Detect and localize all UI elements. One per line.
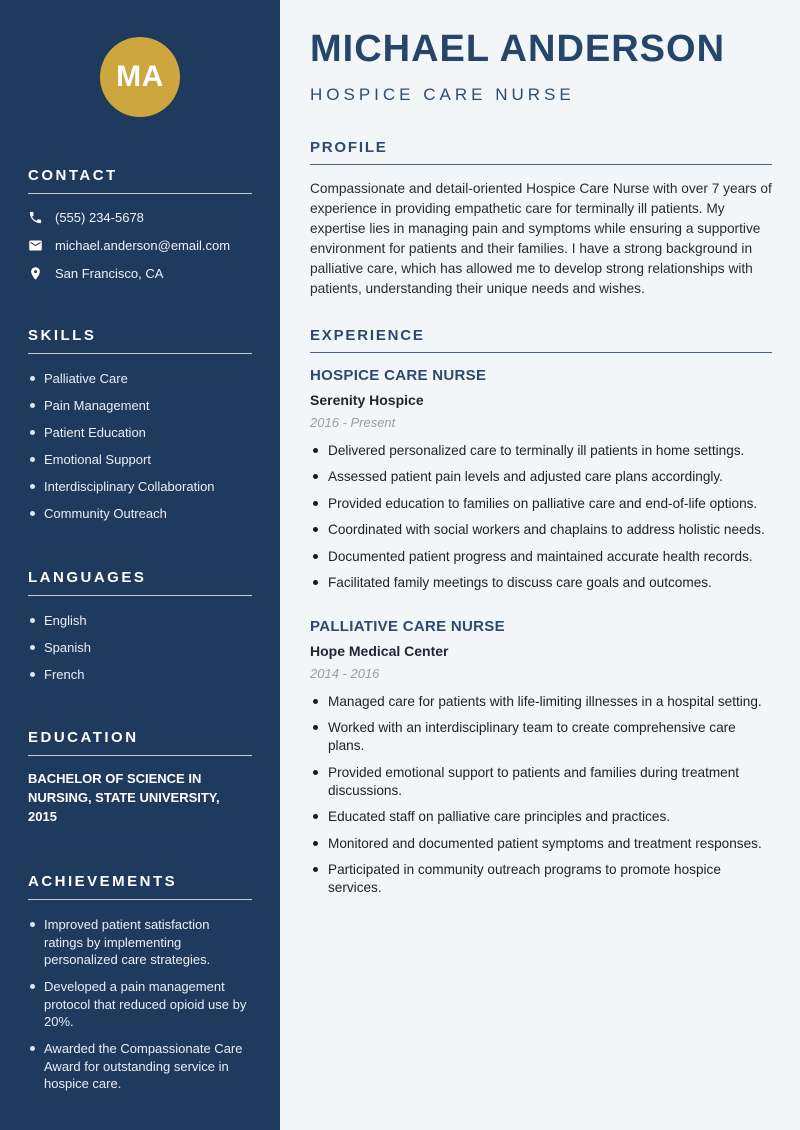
languages-section [28,569,252,684]
language-item: English [28,612,252,630]
skills-heading: SKILLS [28,327,97,344]
skill-item: Emotional Support [28,451,252,469]
job-dates: 2014 - 2016 [310,666,380,682]
job-bullet: Worked with an interdisciplinary team to create comprehensive care plans. [310,719,765,755]
job-bullet: Provided emotional support to patients and families during treatment discussions. [310,764,765,800]
skill-item: Interdisciplinary Collaboration [28,478,252,496]
job-company: Hope Medical Center [310,643,449,660]
profile-heading: PROFILE [310,138,388,156]
languages-divider [28,595,252,596]
education-heading: EDUCATION [28,729,139,747]
job-bullet: Facilitated family meetings to discuss care goals and outcomes. [310,574,765,592]
avatar-initials: MA [116,60,164,93]
job-bullet: Monitored and documented patient symptoms and treatment responses. [310,835,765,853]
language-item: Spanish [28,639,252,657]
contact-email-row [28,238,252,253]
profile-text: Compassionate and detail-oriented Hospice Care Nurse with over 7 years of experience in providing empathetic care for terminally ill patients. My expertise lies in managing pain and symptoms while ensuring a supportive environment for patients and their families. I have a strong background in palliative care, which has allowed me to develop strong relationships with patients, understanding their unique needs and wishes. [310,180,772,296]
achievements-heading: ACHIEVEMENTS [28,872,178,890]
contact-phone-text: (555) 234-5678 [55,210,144,225]
language-item: French [28,666,252,684]
achievement-item: Improved patient satisfaction ratings by implementing personalized care strategies. [28,916,252,969]
avatar [100,37,180,117]
achievements-section [28,873,252,1093]
languages-list [28,612,252,684]
skill-item: Pain Management [28,397,252,415]
job-bullet-list [310,442,772,592]
job-bullet: Delivered personalized care to terminally ill patients in home settings. [310,442,765,460]
job-bullet: Provided education to families on palliative care and end-of-life options. [310,495,765,513]
contact-section [28,167,252,281]
job-bullet: Assessed patient pain levels and adjusted care plans accordingly. [310,468,765,486]
achievement-item: Developed a pain management protocol that reduced opioid use by 20%. [28,978,252,1031]
job-title: PALLIATIVE CARE NURSE [310,618,505,636]
skills-section [28,327,252,523]
skills-divider [28,353,252,354]
contact-location-text: San Francisco, CA [55,266,164,281]
education-divider [28,755,252,756]
achievements-divider [28,899,252,900]
job-bullet-list [310,693,772,897]
contact-heading: CONTACT [28,167,118,184]
resume-sidebar [0,0,280,1130]
contact-divider [28,193,252,194]
skill-item: Palliative Care [28,370,252,388]
achievements-list [28,916,252,1093]
job-bullet: Educated staff on palliative care principles and practices. [310,808,765,826]
job-bullet: Documented patient progress and maintained accurate health records. [310,548,765,566]
email-icon [28,238,43,253]
location-icon [28,266,43,281]
contact-email-text: michael.anderson@email.com [55,238,231,253]
job-bullet: Coordinated with social workers and chaplains to address holistic needs. [310,521,765,539]
skills-list [28,370,252,523]
education-degree: BACHELOR OF SCIENCE IN NURSING, STATE UNIVERSITY, 2015 [28,771,220,825]
job-company: Serenity Hospice [310,391,424,408]
job-entry [310,618,772,897]
profile-divider [310,164,772,165]
achievement-item: Awarded the Compassionate Care Award for outstanding service in hospice care. [28,1040,252,1093]
job-dates: 2016 - Present [310,414,396,430]
languages-heading: LANGUAGES [28,568,147,586]
education-section [28,729,252,827]
resume-main [280,0,800,1130]
job-title: HOSPICE CARE NURSE [310,366,487,384]
job-bullet: Participated in community outreach programs to promote hospice services. [310,861,765,897]
contact-phone-row [28,210,252,225]
contact-location-row [28,266,252,281]
profile-section [310,139,772,299]
phone-icon [28,210,43,225]
experience-section [310,327,772,897]
job-entry [310,367,772,592]
experience-divider [310,352,772,353]
candidate-name: MICHAEL ANDERSON [310,28,726,70]
job-bullet: Managed care for patients with life-limiting illnesses in a hospital setting. [310,693,765,711]
experience-heading: EXPERIENCE [310,326,425,344]
skill-item: Community Outreach [28,505,252,523]
candidate-role: HOSPICE CARE NURSE [310,84,575,104]
skill-item: Patient Education [28,424,252,442]
